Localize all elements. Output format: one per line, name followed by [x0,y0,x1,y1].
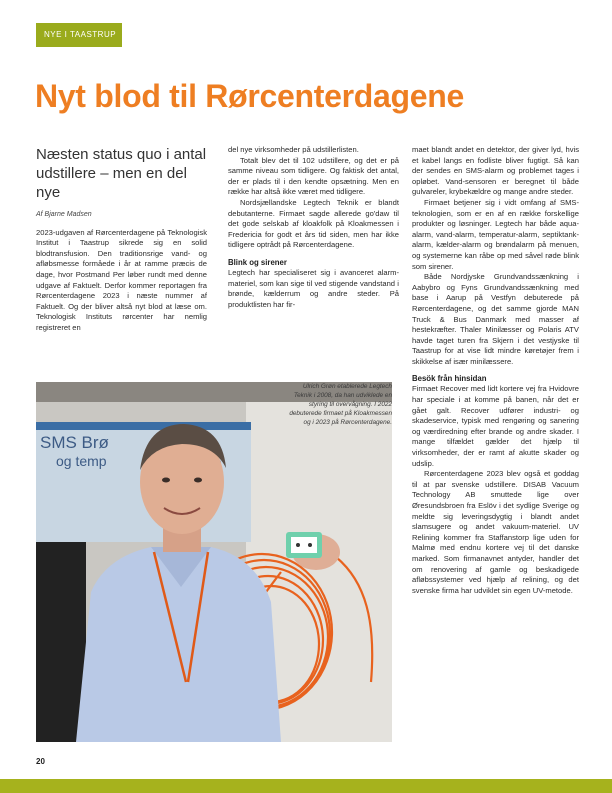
subheading: Blink og sirener [228,257,287,267]
subheading: Besök från hinsidan [412,374,487,384]
page-number: 20 [36,757,45,766]
article-title: Nyt blod til Rørcenterdagene [35,78,464,114]
column-3 [412,145,579,596]
banner-text: og temp [56,453,107,469]
paragraph: Legtech har specialiseret sig i avanceret alarm-materiel, som kan sige til ved stigende vandstand i brønde, kælderrum og andre steder. På produktlisten har fir- [228,267,399,309]
byline: Af Bjarne Madsen [36,211,92,218]
paragraph: Både Nordjyske Grundvandssænkning i Aabybro og Fyns Grundvandssænkning med base i Aarup på Vestfyn debuterede på Rørcenterdagene, og det samme gjorde MAN Truck & Bus Danmark med masser af hestekræfter. Thaler Minilæsser og Polaris ATV havde taget turen fra Skjern i det vestjyske til Taastrup for at vise lidt mindre køretøjer frem i skikkelse af især minilæssere. [412,272,579,366]
paragraph: Firmaet betjener sig i vidt omfang af SMS-teknologien, som er en af en række forskellige produkter og løsninger. Legtech har både aqua-alarm, vand-alarm, temperatur-alarm, septiktank-alarm, kælder-alarm og brøndalarm på menuen, og systemerne kan råbe op med såvel røde blink som sirener. [412,197,579,271]
footer-bar [0,779,612,793]
paragraph: Rørcenterdagene 2023 blev også et goddag til at par svenske udstillere. DISAB Vacuum Technology AB smuttede lige over Øresundsbroen fra Eslöv i det sydlige Sverige og meldte sig leveringsdygtig i blandt andet slamsugere og andet vakuum-materiel. UV Relining kommer fra Staffanstorp lige uden for Malmø med endnu kortere vej til det danske marked. Som firmanavnet antyder, handler det om renovering af gamle og beskadigede afløbssystemer ved hjælp af relining, og det svenske firma har udviklet sin egen UV-metode. [412,469,579,595]
photo-caption: Ulrich Grøn etablerede Legtech Teknik i 2008, da han udviklede en styring til overvågning. I 2022 debuterede firmaet på Kloakmessen og i 2023 på Rørcenterdagene. [289,383,392,426]
paragraph: maet blandt andet en detektor, der giver lyd, hvis et kabel langs en fodliste bliver fugtigt. Så kan der sendes en SMS-alarm og problemet tages i opløbet. Vand-sensoren er beregnet til både gulvareler, krybekældre og mange andre steder. [412,145,579,197]
paragraph: del nye virksomheder på udstillerlisten. [228,145,359,154]
article-photo [36,382,392,742]
banner-text: SMS Brø [40,433,109,452]
paragraph: Firmaet Recover med lidt kortere vej fra Hvidovre har speciale i at komme på banen, når det er gået galt. Recover udfører industri- og skadeservice, typisk med rengøring og sanering og værdiredning efter brande og andre skader. I mange tilfældet gælder det hjælp til virksomheder, der er ramt af akutte skader og udslip. [412,384,579,468]
section-tag: NYE I TAASTRUP [36,23,122,47]
paragraph: 2023-udgaven af Rørcenterdagene på Teknologisk Institut i Taastrup sikrede sig en solid blodtransfusion. Den traditionsrige vand- og afløbsmesse formåede i år at ramme præcis de dage, hvor Postmand Per løber rundt med denne udgave af Faktuelt. Derfor kommer reportagen fra Rørcenterdagene 2023 i næste nummer af Faktuelt. Og der bliver altså nyt blod at læse om. Teknologisk Instituts rørcenter har nemlig registreret en [36,227,207,332]
column-1 [36,145,207,334]
paragraph: Totalt blev det til 102 udstillere, og det er på samme niveau som tidligere. Og faktisk det antal, der er plads til i den kendte opsætning. Men en række har altså ikke været med tidligere. [228,155,399,197]
paragraph: Nordsjællandske Legtech Teknik er blandt debutanterne. Firmaet sagde allerede go'daw til det gode selskab af kloakfolk på Kloakmessen i Fredericia for godt et års tid siden, men har ikke tidligere optrådt på Rørcenterdagene. [228,197,399,250]
article-subtitle: Næsten status quo i antal udstillere – men en del nye [36,146,207,201]
column-2 [228,145,399,310]
